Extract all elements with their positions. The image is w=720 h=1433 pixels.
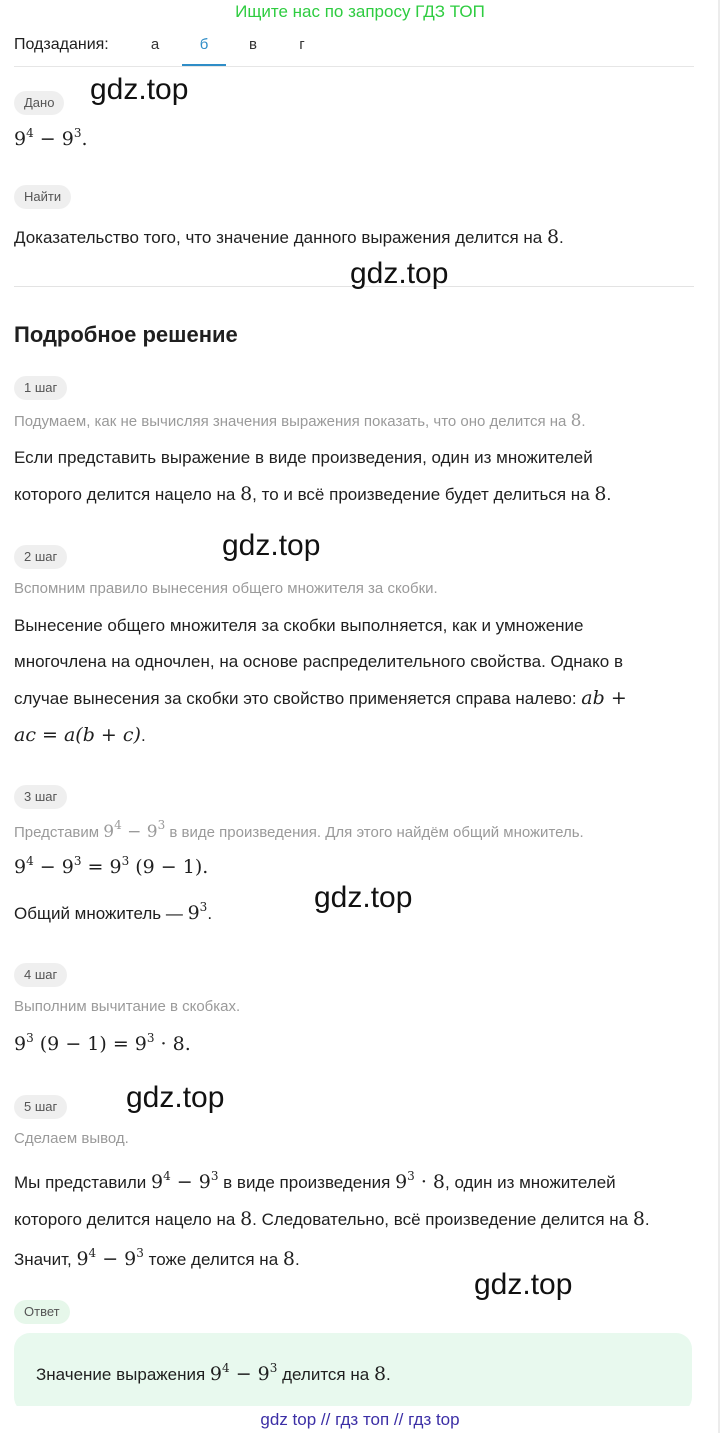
step-5-hint: Сделаем вывод. — [14, 1130, 129, 1147]
tab-g[interactable]: г — [299, 36, 305, 53]
step-4-hint: Выполним вычитание в скобках. — [14, 998, 241, 1015]
step-1-text: Если представить выражение в виде произведения, один из множителей которого делится нацело на 8, то и всё произведение будет делиться на 8. — [14, 448, 612, 505]
footer-links: gdz top // гдз топ // гдз top — [0, 1406, 720, 1433]
given-expression: $9^4 - 9^3$. — [14, 126, 88, 150]
answer-box — [14, 1333, 692, 1413]
watermark: gdz.top — [350, 257, 449, 290]
step-3-hint: Представим $9^4 - 9^3$ в виде произведения. Для этого найдём общий множитель. — [14, 818, 584, 842]
step-3-badge: 3 шаг — [14, 785, 67, 809]
step-5-badge: 5 шаг — [14, 1095, 67, 1119]
step-2-badge: 2 шаг — [14, 545, 67, 569]
step-3-common-factor: Общий множитель — $9^3$. — [14, 900, 213, 924]
watermark: gdz.top — [126, 1081, 225, 1114]
step-1-badge: 1 шаг — [14, 376, 67, 400]
step-2-text: Вынесение общего множителя за скобки выполняется, как и умножение многочлена на одночлен, на основе распределительного свойства. Однако в случае вынесения за скобки это свойство применяется справа налево: ab + ac = a(b + c). — [14, 616, 627, 746]
given-badge: Дано — [14, 91, 64, 115]
find-text: Доказательство того, что значение данного выражения делится на 8. — [14, 226, 564, 248]
answer-text: Значение выражения $9^4 - 9^3$ делится на 8. — [36, 1361, 391, 1385]
step-3-equation: $9^4 - 9^3 = 9^3$ (9 − 1). — [14, 854, 209, 878]
step-5-conclusion: Значит, $9^4 - 9^3$ тоже делится на 8. — [14, 1246, 300, 1270]
watermark: gdz.top — [222, 529, 321, 562]
tab-a[interactable]: а — [150, 36, 160, 53]
step-4-equation: $9^3$ $(9 - 1) = 9^3 \cdot 8$. — [14, 1031, 191, 1055]
step-5-text: Мы представили $9^4 - 9^3$ в виде произведения $9^3 \cdot 8$, один из множителей которого делится нацело на 8. Следовательно, всё произведение делится на 8. — [14, 1169, 650, 1230]
tab-b[interactable]: б — [182, 30, 226, 66]
step-1-hint: Подумаем, как не вычисляя значения выражения показать, что оно делится на 8. — [14, 411, 586, 431]
answer-badge: Ответ — [14, 1300, 70, 1324]
promo-banner: Ищите нас по запросу ГДЗ ТОП — [235, 2, 485, 21]
find-badge: Найти — [14, 185, 71, 209]
watermark: gdz.top — [90, 73, 189, 106]
subtasks-label: Подзадания: — [14, 36, 109, 53]
step-4-badge: 4 шаг — [14, 963, 67, 987]
tab-v[interactable]: в — [249, 36, 257, 53]
watermark: gdz.top — [314, 881, 413, 914]
subtask-tabs — [14, 30, 694, 67]
solution-title: Подробное решение — [14, 322, 238, 347]
watermark: gdz.top — [474, 1268, 573, 1301]
step-2-hint: Вспомним правило вынесения общего множителя за скобки. — [14, 580, 438, 597]
